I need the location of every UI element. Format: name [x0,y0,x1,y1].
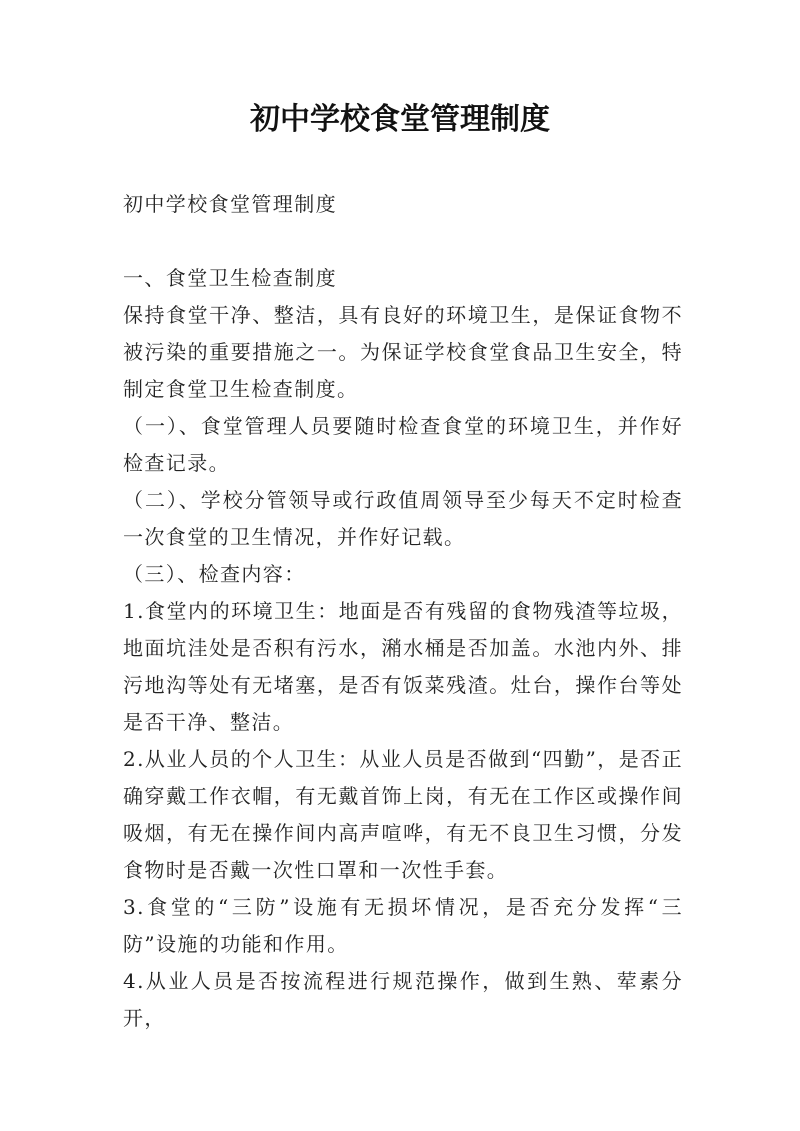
document-title: 初中学校食堂管理制度 [250,102,550,137]
point-one: 1.食堂内的环境卫生：地面是否有残留的食物残渣等垃圾，地面坑洼处是否积有污水，潲水桶是否加盖。水池内外、排污地沟等处有无堵塞，是否有饭菜残渣。灶台，操作台等处是否干净、整洁。 [123,599,683,734]
point-four: 4.从业人员是否按流程进行规范操作，做到生熟、荤素分开， [123,969,683,1030]
document-subtitle: 初中学校食堂管理制度 [123,192,337,216]
item-one: （一）、食堂管理人员要随时检查食堂的环境卫生，并作好检查记录。 [123,414,683,475]
document-body [123,186,683,1037]
point-two: 2.从业人员的个人卫生：从业人员是否做到“四勤”，是否正确穿戴工作衣帽，有无戴首饰上岗，有无在工作区或操作间吸烟，有无在操作间内高声喧哗，有无不良卫生习惯，分发食物时是否戴一次性口罩和一次性手套。 [123,747,683,882]
blank-line [123,223,683,260]
intro-paragraph: 保持食堂干净、整洁，具有良好的环境卫生，是保证食物不被污染的重要措施之一。为保证学校食堂食品卫生安全，特制定食堂卫生检查制度。 [123,303,683,401]
section-heading: 一、食堂卫生检查制度 [123,266,337,290]
point-three: 3.食堂的“三防”设施有无损坏情况，是否充分发挥“三防”设施的功能和作用。 [123,895,683,956]
item-two: （二）、学校分管领导或行政值周领导至少每天不定时检查一次食堂的卫生情况，并作好记载。 [123,488,683,549]
item-three: （三）、检查内容： [123,562,306,586]
